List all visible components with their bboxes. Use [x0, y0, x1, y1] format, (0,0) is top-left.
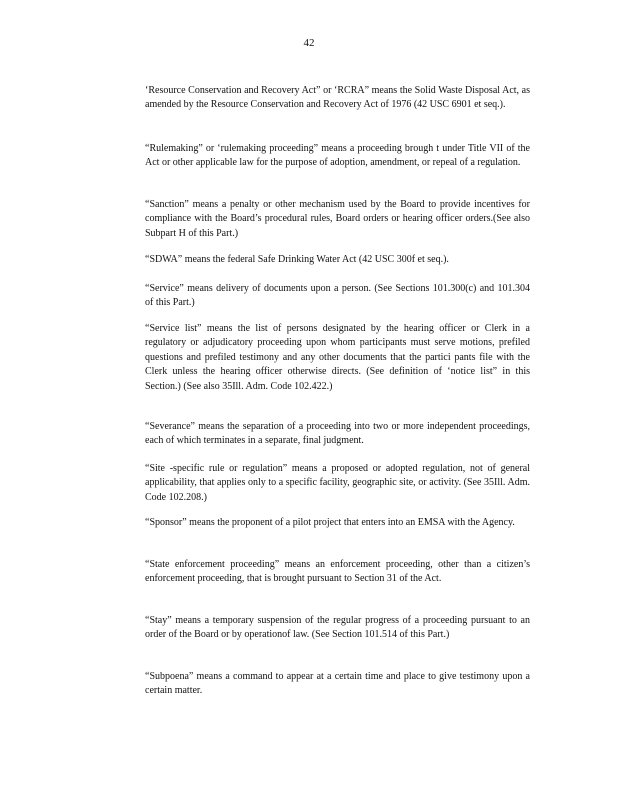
- definition-state-enforcement-proceeding: “State enforcement proceeding” means an enforcement proceeding, other than a citizen’s enforcement proceeding, that is brought pursuant to Section 31 of the Act.: [145, 559, 530, 585]
- definition-sanction: “Sanction” means a penalty or other mechanism used by the Board to provide incentives for compliance with the Board’s procedural rules, Board orders or hearing officer orders.(See also Subpart H of this Part.): [145, 199, 530, 239]
- definition-stay: “Stay” means a temporary suspension of the regular progress of a proceeding pursuant to an order of the Board or by operationof law. (See Section 101.514 of this Part.): [145, 615, 530, 641]
- page-number: 42: [303, 37, 315, 49]
- definition-service: “Service” means delivery of documents upon a person. (See Sections 101.300(c) and 101.304 of this Part.): [145, 283, 530, 309]
- definition-sponsor: “Sponsor” means the proponent of a pilot project that enters into an EMSA with the Agency.: [145, 517, 515, 528]
- definition-site-specific-rule: “Site -specific rule or regulation” means a proposed or adopted regulation, not of general applicability, that applies only to a specific facility, geographic site, or activity. (See 35Ill. Adm. Code 102.208.): [145, 463, 530, 503]
- definition-sdwa: “SDWA” means the federal Safe Drinking Water Act (42 USC 300f et seq.).: [145, 254, 449, 265]
- definition-service-list: “Service list” means the list of persons designated by the hearing officer or Clerk in a regulatory or adjudicatory proceeding upon whom participants must serve motions, prefiled questions and prefiled testimony and any other documents that the partici pants file with the Clerk unless the hearing officer otherwise directs. (See definition of ‘notice list” in this Section.) (See also 35Ill. Adm. Code 102.422.): [145, 323, 530, 392]
- definition-rulemaking: “Rulemaking” or ‘rulemaking proceeding” means a proceeding brough t under Title VII of the Act or other applicable law for the purpose of adoption, amendment, or repeal of a regulation.: [145, 143, 530, 169]
- definition-severance: “Severance” means the separation of a proceeding into two or more independent proceedings, each of which terminates in a separate, final judgment.: [145, 421, 530, 447]
- definition-rcra: ‘Resource Conservation and Recovery Act” or ‘RCRA” means the Solid Waste Disposal Act, as amended by the Resource Conservation and Recovery Act of 1976 (42 USC 6901 et seq.).: [145, 85, 530, 111]
- definition-subpoena: “Subpoena” means a command to appear at a certain time and place to give testimony upon a certain matter.: [145, 671, 530, 697]
